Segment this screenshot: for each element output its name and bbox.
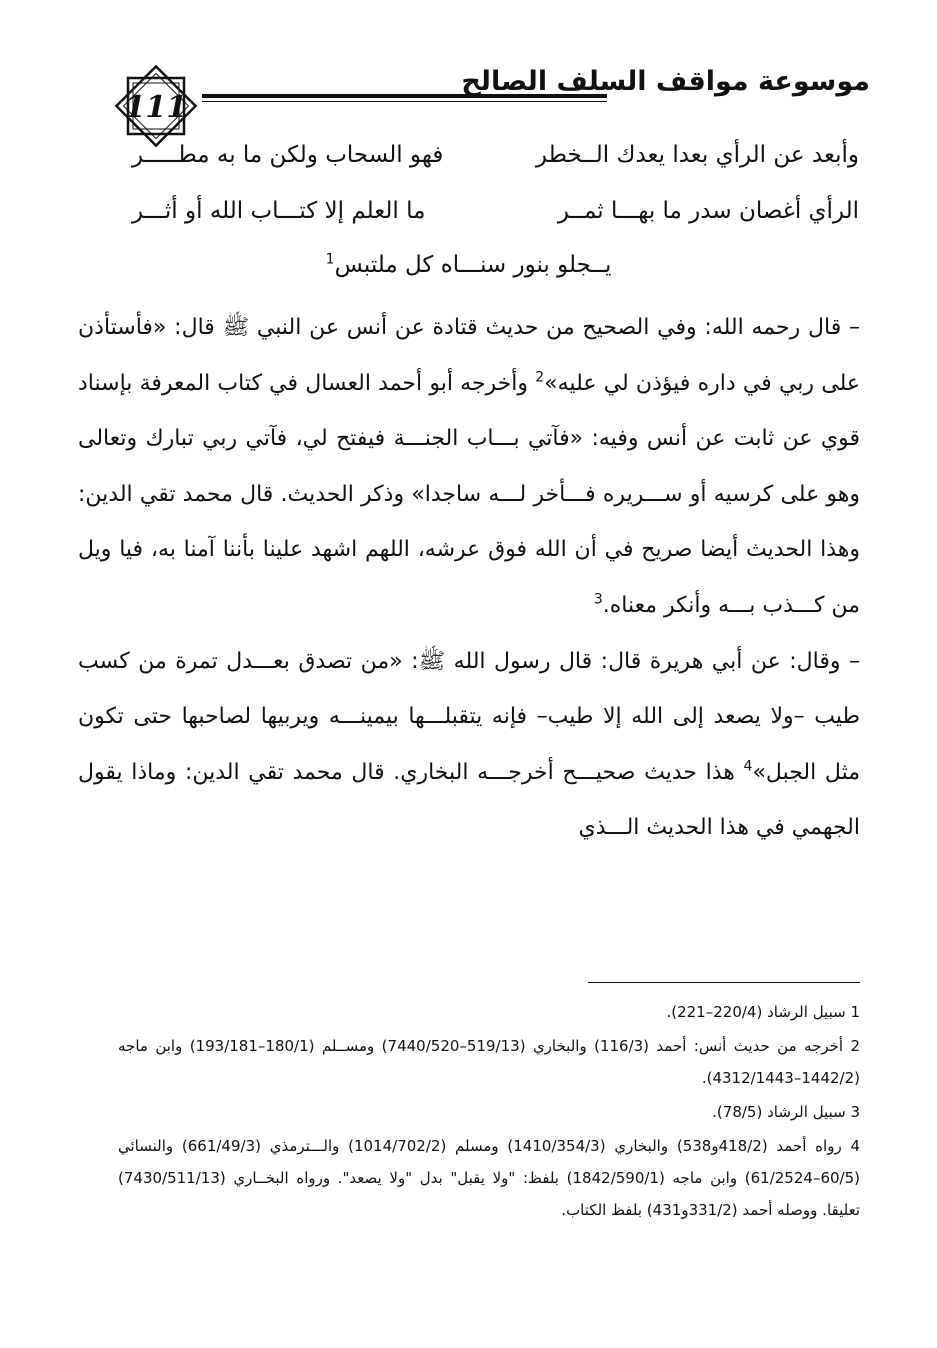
- poem-line-2-left: ما العلم إلا كتـــاب الله أو أثـــر: [132, 198, 426, 224]
- paragraph: [78, 300, 860, 634]
- footnote-2: 2 أخرجه من حديث أنس: أحمد (116/3) والبخاري (519/13–7440/520) ومســلم (180/1–193/181) وابن ماجه (1442/2–4312/1443).: [118, 1037, 860, 1087]
- running-title: موسوعة مواقف السلف الصالح: [461, 66, 870, 97]
- poem-line-3: [0, 252, 937, 278]
- paragraph-text: وأخرجه أبو أحمد العسال في كتاب المعرفة بإسناد قوي عن ثابت عن أنس وفيه: «فآتي بـــاب الجنـــة فيفتح لي، فآتي ربي تبارك وتعالى وهو على كرسيه أو ســـريره فـــأخر لـــه ساجدا» وذكر الحديث. قال محمد تقي الدين: وهذا الحديث أيضا صريح في أن الله فوق عرشه، اللهم اشهد علينا بأننا آمنا به، فيا ويل من كـــذب بـــه وأنكر معناه.: [78, 370, 860, 618]
- poem-line-1-right: وأبعد عن الرأي بعدا يعدك الــخطر: [535, 142, 859, 168]
- footnote-ref: 2: [535, 369, 545, 386]
- paragraph: [78, 634, 860, 856]
- main-text: [78, 300, 860, 856]
- footnote-separator: [588, 982, 860, 983]
- page-number-badge: [110, 60, 202, 152]
- footnote-ref: 1: [325, 251, 335, 268]
- footnote-3: 3 سبيل الرشاد (78/5).: [712, 1103, 860, 1121]
- footnote-ref: 4: [743, 758, 753, 775]
- paragraph-text: – قال رحمه الله: وفي الصحيح من حديث قتادة عن أنس عن النبي ﷺ قال: «فأستأذن على ربي في داره فيؤذن لي عليه»: [78, 315, 860, 396]
- poem-line-2-right: الرأي أغصان سدر ما بهـــا ثمــر: [557, 198, 859, 224]
- footnote-1: 1 سبيل الرشاد (220/4–221).: [666, 1003, 860, 1021]
- paragraph-text: هذا حديث صحيـــح أخرجـــه البخاري. قال محمد تقي الدين: وماذا يقول الجهمي في هذا الحديث الـــذي: [78, 759, 860, 841]
- footnotes: [118, 996, 860, 1228]
- page-number: 111: [124, 90, 188, 125]
- header-rule-thin: [202, 101, 607, 102]
- footnote-4: 4 رواه أحمد (418/2و538) والبخاري (1410/354/3) ومسلم (1014/702/2) والـــترمذي (661/49/3) والنسائي (60/5–61/2524) وابن ماجه (1842/590/1) بلفظ: "ولا يقبل" بدل "ولا يصعد". ورواه البخــاري (7430/511/13) تعليقا. ووصله أحمد (331/2و431) بلفظ الكتاب.: [118, 1137, 860, 1219]
- paragraph-text: – وقال: عن أبي هريرة قال: قال رسول الله ﷺ: «من تصدق بعـــدل تمرة من كسب طيب –ولا يصعد إلى الله إلا طيب– فإنه يتقبلـــها بيمينـــه ويربيها لصاحبها حتى تكون مثل الجبل»: [78, 648, 860, 785]
- page-header: [110, 52, 870, 152]
- footnote-ref: 3: [593, 591, 603, 608]
- poem-line-1-left: فهو السحاب ولكن ما به مطـــــر: [132, 142, 444, 168]
- poem-line-3-text: يــجلو بنور سنـــاه كل ملتبس: [334, 252, 612, 278]
